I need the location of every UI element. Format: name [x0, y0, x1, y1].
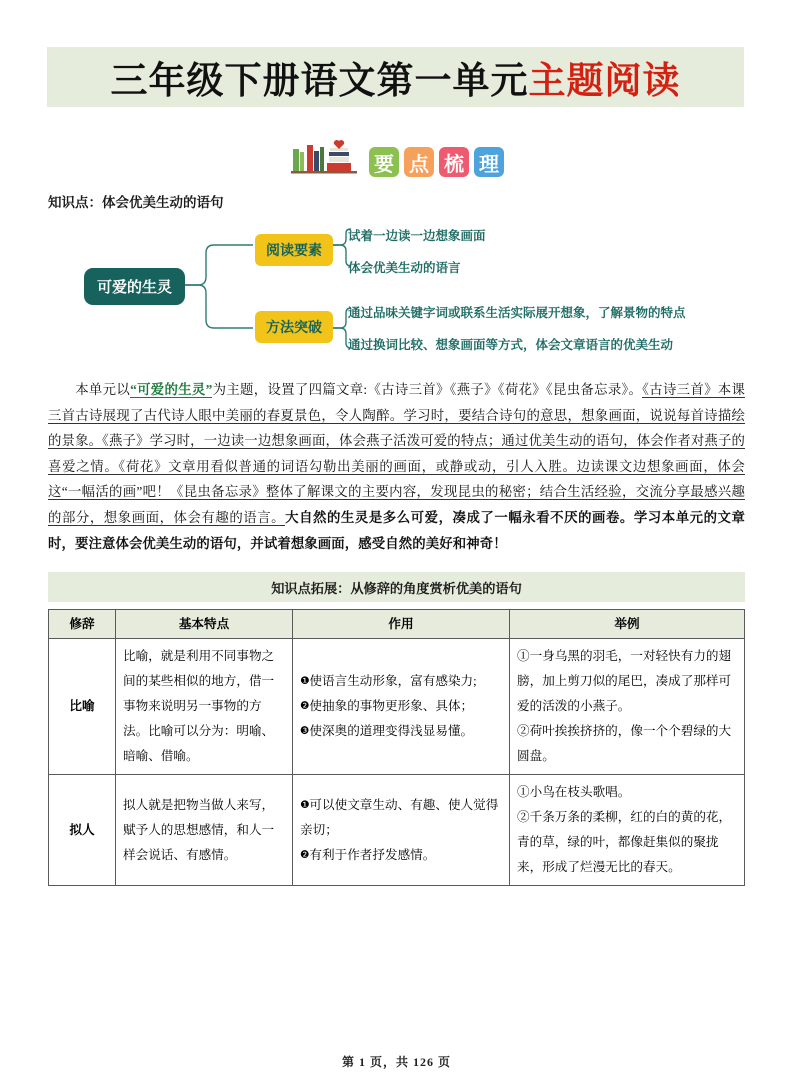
page-footer: 第 1 页，共 126 页 [341, 1055, 451, 1069]
row-0-effect-0 [300, 669, 502, 694]
row-0-effect-2 [300, 719, 502, 744]
bullet-1-icon: ❶ [300, 798, 310, 811]
row-0-effect-text-2: 使深奥的道理变得浅显易懂。 [309, 724, 474, 739]
row-0-effect [293, 639, 510, 775]
row-1-example-1: ②千条万条的柔柳，红的白的黄的花，青的草，绿的叶，都像赶集似的聚拢来，形成了烂漫无比的春天。 [517, 810, 732, 875]
row-0-feature: 比喻，就是利用不同事物之间的某些相似的地方，借一事物来说明另一事物的方法。比喻可以分为：明喻、暗喻、借喻。 [116, 639, 293, 775]
table-row [49, 639, 745, 775]
row-1-example [510, 775, 745, 886]
paragraph-bold-tail: 大自然的生灵是多么可爱，凑成了一幅永看不厌的画卷。学习本单元的文章时，要注意体会优美生动的语句，并试着想象画面，感受自然的美好和神奇！ [48, 509, 745, 551]
table-header-effect: 作用 [293, 610, 510, 639]
row-1-type: 拟人 [49, 775, 116, 886]
paragraph-after-highlight: 为主题，设置了四篇文章:《古诗三首》《燕子》《荷花》《昆虫备忘录》。 [212, 382, 643, 397]
row-0-example [510, 639, 745, 775]
section-heading-graphic [48, 135, 745, 177]
mindmap-leaf-1-0: 通过品味关键字词或联系生活实际展开想象，了解景物的特点 [348, 306, 686, 320]
mindmap-leaf-0-0: 试着一边读一边想象画面 [348, 229, 486, 243]
extension-banner: 知识点拓展：从修辞的角度赏析优美的语句 [48, 572, 745, 602]
paragraph-body: 《古诗三首》本课三首古诗展现了古代诗人眼中美丽的春夏景色，令人陶醉。学习时，要结合诗句的意思，想象画面，说说每首诗描绘的景象。《燕子》学习时，一边读一边想象画面，体会燕子活泼可爱的特点；通过优美生动的语句，体会作者对燕子的喜爱之情。《荷花》文章用看似普通的词语勾勒出美丽的画面，或静或动，引人入胜。边读课文边想象画面，体会这“一幅活的画”吧！《昆虫备忘录》整体了解课文的主要内容，发现昆虫的秘密；结合生活经验，交流分享最感兴趣的部分，想象画面，体会有趣的语言。 [48, 382, 745, 525]
table-row [49, 775, 745, 886]
unit-overview-paragraph [48, 377, 745, 556]
rhetoric-table-head [49, 610, 745, 639]
mindmap-root-node: 可爱的生灵 [84, 268, 185, 305]
rhetoric-table-body [49, 639, 745, 886]
row-0-effect-1 [300, 694, 502, 719]
row-1-feature: 拟人就是把物当做人来写，赋予人的思想感情，和人一样会说话、有感情。 [116, 775, 293, 886]
table-header-feature: 基本特点 [116, 610, 293, 639]
bullet-2-icon: ❷ [300, 700, 310, 713]
row-0-example-0: ①一身乌黑的羽毛，一对轻快有力的翅膀，加上剪刀似的尾巴，凑成了那样可爱的活泼的小燕子。 [517, 649, 732, 714]
mindmap-branch-method-breakthrough: 方法突破 [255, 311, 333, 343]
row-1-effect-text-1: 有利于作者抒发感情。 [309, 847, 436, 862]
knowledge-point-label: 知识点：体会优美生动的语句 [48, 195, 224, 210]
page-title-red-part: 主题阅读 [528, 61, 681, 102]
paragraph-lead: 本单元以 [75, 382, 131, 397]
row-1-effect-0 [300, 793, 502, 843]
mindmap-diagram [48, 223, 745, 363]
bullet-1-icon: ❶ [300, 675, 310, 688]
row-1-example-0: ①小鸟在枝头歌唱。 [517, 785, 631, 800]
page-title [111, 50, 681, 104]
document-page [0, 47, 793, 1084]
bullet-2-icon: ❷ [300, 848, 310, 861]
paragraph-theme-highlight: “可爱的生灵” [130, 382, 213, 397]
rhetoric-table [48, 609, 745, 886]
heading-tile-row [369, 147, 504, 177]
table-header-type: 修辞 [49, 610, 116, 639]
mindmap-leaf-0-1: 体会优美生动的语言 [348, 261, 461, 275]
books-illustration-icon [289, 137, 363, 177]
row-0-example-1: ②荷叶挨挨挤挤的，像一个个碧绿的大圆盘。 [517, 724, 732, 764]
row-0-effect-text-0: 使语言生动形象，富有感染力; [309, 674, 477, 689]
row-0-type: 比喻 [49, 639, 116, 775]
table-header-row [49, 610, 745, 639]
bullet-3-icon: ❸ [300, 725, 310, 738]
row-1-effect-text-0: 可以使文章生动、有趣、使人觉得亲切； [300, 797, 499, 837]
page-title-banner [47, 47, 744, 107]
heading-tile-2: 梳 [439, 147, 469, 177]
mindmap-branch-reading-elements: 阅读要素 [255, 234, 333, 266]
row-1-effect-1 [300, 843, 502, 868]
heading-tile-3: 理 [474, 147, 504, 177]
table-header-example: 举例 [510, 610, 745, 639]
page-title-black-part: 三年级下册语文第一单元 [110, 61, 529, 102]
heading-tile-0: 要 [369, 147, 399, 177]
row-0-effect-text-1: 使抽象的事物更形象、具体； [309, 699, 474, 714]
heading-tile-1: 点 [404, 147, 434, 177]
mindmap-leaf-1-1: 通过换词比较、想象画面等方式，体会文章语言的优美生动 [348, 338, 674, 352]
row-1-effect [293, 775, 510, 886]
